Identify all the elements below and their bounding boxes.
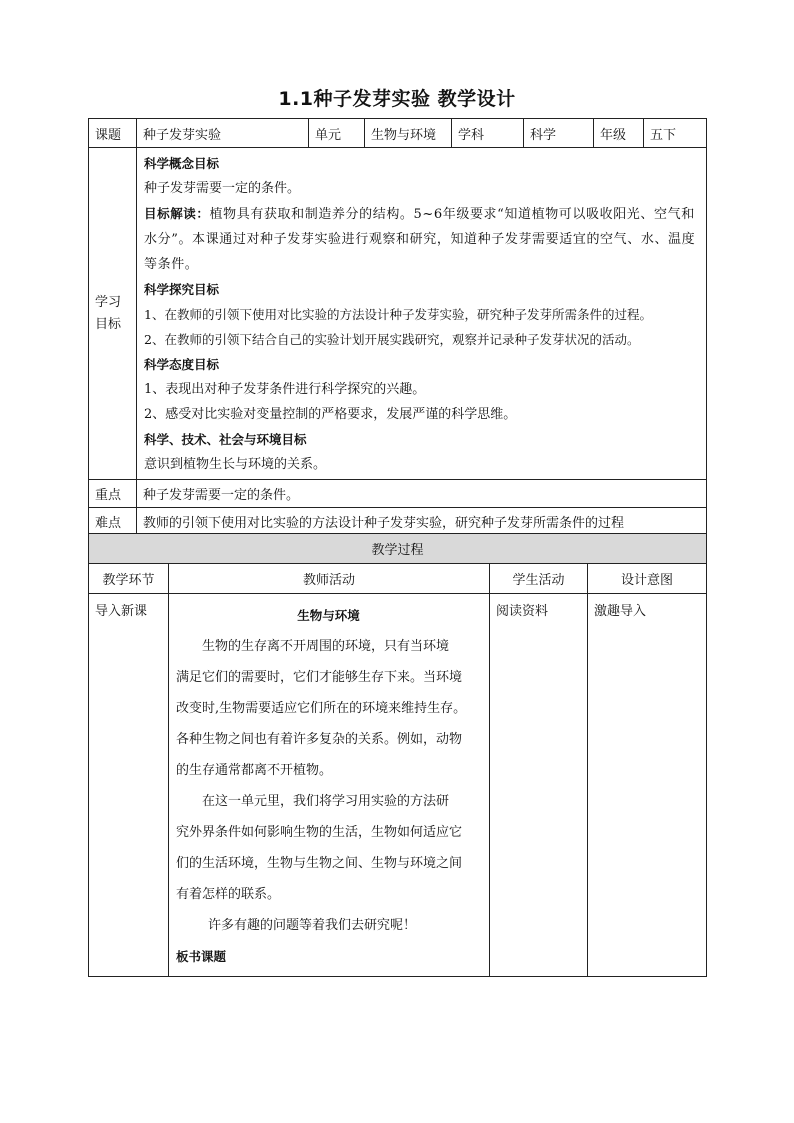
subject-label: 学科 <box>452 119 524 148</box>
concept-heading: 科学概念目标 <box>144 156 220 171</box>
teacher-para2-line-2: 究外界条件如何影响生物的生活，生物如何适应它 <box>176 825 463 840</box>
teacher-para2-line-1: 在这一单元里，我们将学习用实验的方法研 <box>202 794 450 809</box>
interpretation-text: 植物具有获取和制造养分的结构。5~6年级要求“知道植物可以吸收阳光、空气和水分”。本课通过对种子发芽实验进行观察和研究，知道种子发芽需要适宜的空气、水、温度等条件。 <box>144 207 696 272</box>
header-teacher: 教师活动 <box>169 564 490 594</box>
grade-label: 年级 <box>594 119 644 148</box>
process-band-title: 教学过程 <box>89 534 707 564</box>
unit-value: 生物与环境 <box>365 119 452 148</box>
lesson-info-table <box>88 118 707 536</box>
difficulty-value: 教师的引领下使用对比实验的方法设计种子发芽实验，研究种子发芽所需条件的过程 <box>137 508 707 536</box>
sts-text: 意识到植物生长与环境的关系。 <box>144 457 327 472</box>
teacher-para2-line-3: 们的生活环境，生物与生物之间、生物与环境之间 <box>176 856 463 871</box>
info-row <box>89 119 707 148</box>
objectives-row <box>89 148 707 480</box>
process-row-intro <box>89 594 707 977</box>
stage-cell: 导入新课 <box>89 594 169 977</box>
key-point-row <box>89 480 707 508</box>
unit-label: 单元 <box>309 119 365 148</box>
attitude-heading: 科学态度目标 <box>144 357 220 372</box>
teacher-heading: 生物与环境 <box>297 608 360 623</box>
attitude-item-2: 2、感受对比实验对变量控制的严格要求，发展严谨的科学思维。 <box>144 407 517 422</box>
objectives-content <box>137 148 707 480</box>
inquiry-heading: 科学探究目标 <box>144 282 220 297</box>
difficulty-row <box>89 508 707 536</box>
sts-heading: 科学、技术、社会与环境目标 <box>144 432 307 447</box>
grade-value: 五下 <box>644 119 707 148</box>
attitude-item-1: 1、表现出对种子发芽条件进行科学探究的兴趣。 <box>144 382 426 397</box>
difficulty-label: 难点 <box>89 508 137 536</box>
teacher-para1-line-5: 的生存通常都离不开植物。 <box>176 763 333 778</box>
interpretation-label: 目标解读： <box>144 206 210 221</box>
key-point-label: 重点 <box>89 480 137 508</box>
teacher-closing: 许多有趣的问题等着我们去研究呢！ <box>208 918 417 933</box>
interpretation-paragraph <box>144 201 700 277</box>
board-title: 板书课题 <box>176 949 227 964</box>
process-band-row <box>89 534 707 564</box>
teacher-para1-line-4: 各种生物之间也有着许多复杂的关系。例如，动物 <box>176 732 463 747</box>
process-header-row <box>89 564 707 594</box>
inquiry-item-1: 1、在教师的引领下使用对比实验的方法设计种子发芽实验，研究种子发芽所需条件的过程。 <box>144 307 652 322</box>
teacher-activity-cell <box>169 594 490 977</box>
header-student: 学生活动 <box>490 564 588 594</box>
student-activity-cell: 阅读资料 <box>490 594 588 977</box>
teacher-para2-line-4: 有着怎样的联系。 <box>176 887 281 902</box>
header-stage: 教学环节 <box>89 564 169 594</box>
objectives-label: 学习目标 <box>89 148 137 480</box>
concept-text: 种子发芽需要一定的条件。 <box>144 181 301 196</box>
teacher-para1-line-1: 生物的生存离不开周围的环境，只有当环境 <box>202 639 450 654</box>
teacher-para1-line-2: 满足它们的需要时，它们才能够生存下来。当环境 <box>176 670 463 685</box>
teaching-process-table <box>88 533 707 977</box>
subject-value: 科学 <box>524 119 594 148</box>
design-intent-cell: 激趣导入 <box>588 594 707 977</box>
topic-value: 种子发芽实验 <box>137 119 309 148</box>
key-point-value: 种子发芽需要一定的条件。 <box>137 480 707 508</box>
document-title: 1.1种子发芽实验 教学设计 <box>278 88 516 110</box>
teacher-para1-line-3: 改变时,生物需要适应它们所在的环境来维持生存。 <box>176 701 467 716</box>
header-intent: 设计意图 <box>588 564 707 594</box>
topic-label: 课题 <box>89 119 137 148</box>
inquiry-item-2: 2、在教师的引领下结合自己的实验计划开展实践研究，观察并记录种子发芽状况的活动。 <box>144 332 640 347</box>
